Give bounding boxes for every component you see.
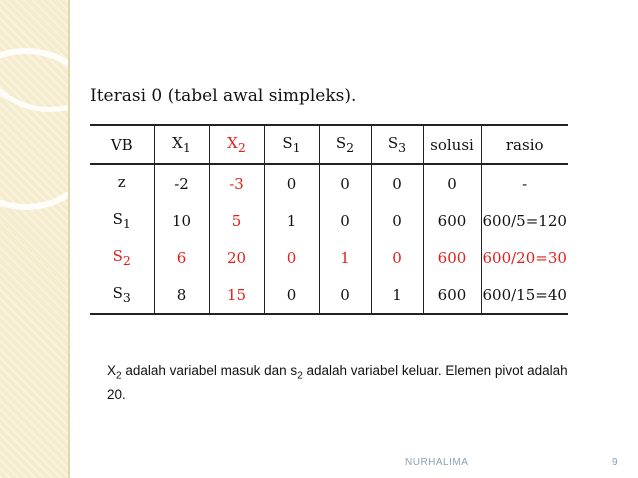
header-rasio: rasio <box>481 125 568 164</box>
cell-s3: 0 <box>371 164 423 202</box>
cell-x2: 5 <box>209 202 264 239</box>
slide-heading: Iterasi 0 (tabel awal simpleks). <box>90 86 357 106</box>
explanation-note: $X_2$ adalah variabel masuk dan $s_2$ adalah variabel keluar. Elemen pivot adalah 20. <box>107 363 568 402</box>
cell-x1: 10 <box>154 202 209 239</box>
cell-x1: 6 <box>154 239 209 276</box>
header-vb: VB <box>90 125 154 164</box>
header-x2: $X_2$ <box>209 125 264 164</box>
cell-s3: 0 <box>371 202 423 239</box>
page-number: 9 <box>612 457 618 468</box>
header-s3: $S_3$ <box>371 125 423 164</box>
cell-vb: z <box>117 173 126 191</box>
table-row-z <box>90 164 568 202</box>
table-row-s3 <box>90 276 568 314</box>
cell-rasio: - <box>481 164 568 202</box>
cell-s1: 0 <box>264 276 319 314</box>
simplex-table <box>90 124 568 315</box>
cell-s2: 0 <box>319 276 371 314</box>
cell-vb: $S_3$ <box>90 276 154 314</box>
table-row-s2-pivot <box>90 239 568 276</box>
cell-solusi: 0 <box>423 164 481 202</box>
cell-s2: 0 <box>319 164 371 202</box>
cell-s2: 0 <box>319 202 371 239</box>
cell-rasio: 600/20=30 <box>481 239 568 276</box>
cell-s2: 1 <box>319 239 371 276</box>
cell-solusi: 600 <box>423 202 481 239</box>
cell-x1: 8 <box>154 276 209 314</box>
cell-s1: 0 <box>264 164 319 202</box>
cell-rasio: 600/5=120 <box>481 202 568 239</box>
cell-s3: 1 <box>371 276 423 314</box>
cell-s3: 0 <box>371 239 423 276</box>
footer-author: NURHALIMA <box>405 457 469 468</box>
cell-x1: -2 <box>154 164 209 202</box>
header-solusi: solusi <box>423 125 481 164</box>
table-header-row <box>90 125 568 164</box>
header-s1: $S_1$ <box>264 125 319 164</box>
cell-rasio: 600/15=40 <box>481 276 568 314</box>
header-x1: $X_1$ <box>154 125 209 164</box>
cell-solusi: 600 <box>423 239 481 276</box>
cell-x2: 20 <box>209 239 264 276</box>
table-row-s1 <box>90 202 568 239</box>
cell-solusi: 600 <box>423 276 481 314</box>
cell-vb: $S_2$ <box>112 247 131 268</box>
cell-vb: $S_1$ <box>112 210 131 231</box>
cell-s1: 1 <box>264 202 319 239</box>
cell-s1: 0 <box>264 239 319 276</box>
decorative-divider-line <box>68 0 70 478</box>
cell-x2: 15 <box>209 276 264 314</box>
header-s2: $S_2$ <box>319 125 371 164</box>
cell-x2: -3 <box>209 164 264 202</box>
